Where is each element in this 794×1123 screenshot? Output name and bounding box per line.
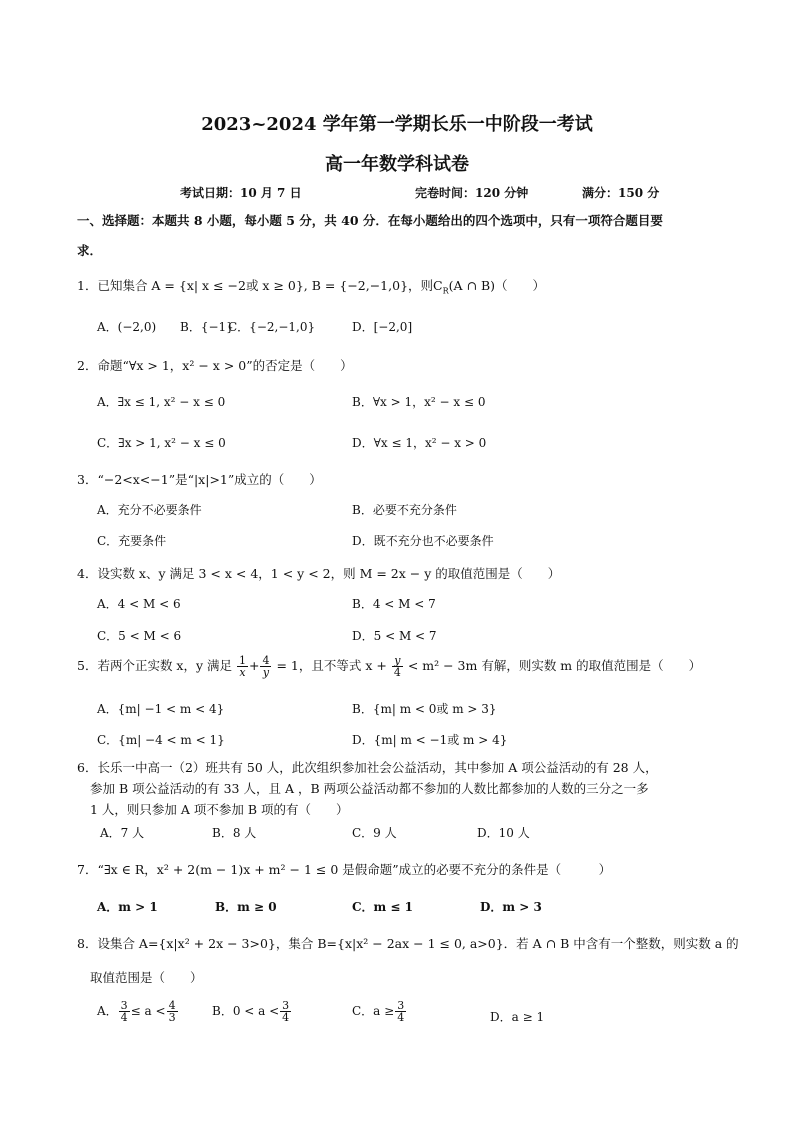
question-1-stem-subscript: R: [442, 286, 449, 296]
exam-subtitle: 高一年数学科试卷: [325, 154, 469, 175]
question-4-option-d: D．5 < M < 7: [352, 629, 437, 643]
question-8-option-d: D．a ≥ 1: [490, 1010, 545, 1024]
question-7-option-c: C．m ≤ 1: [352, 900, 414, 914]
question-5-fraction-3: [392, 655, 403, 678]
question-6-option-c: C．9 人: [352, 826, 397, 840]
question-7-option-b: B．m ≥ 0: [215, 900, 277, 914]
question-6-line1: 6．长乐一中高一（2）班共有 50 人，此次组织参加社会公益活动，其中参加 A 项公益活动的有 28 人，: [77, 760, 658, 775]
fraction-numerator: 3: [120, 999, 128, 1012]
question-3-option-c: C．充要条件: [97, 534, 167, 548]
section-heading-line2: 求．: [77, 243, 103, 258]
question-1-option-d: D．[−2,0]: [352, 320, 413, 334]
fraction-denominator: x: [239, 666, 246, 679]
question-5-option-b: B．{m| m < 0或 m > 3}: [352, 702, 497, 716]
fraction-numerator: 3: [282, 999, 290, 1012]
question-5-option-a: A．{m| −1 < m < 4}: [97, 702, 225, 716]
question-2-option-a: A．∃x ≤ 1, x² − x ≤ 0: [97, 395, 226, 409]
question-1-option-c: C．{−2,−1,0}: [228, 320, 316, 334]
option-a-mid: ≤ a <: [130, 1004, 166, 1018]
question-5-option-c: C．{m| −4 < m < 1}: [97, 733, 225, 747]
question-1-option-b: B．{−1}: [180, 320, 234, 334]
fraction-denominator: 4: [282, 1011, 290, 1024]
question-7-option-d: D．m > 3: [480, 900, 542, 914]
question-2-option-b: B．∀x > 1，x² − x ≤ 0: [352, 395, 486, 409]
fraction-denominator: 4: [120, 1011, 128, 1024]
question-5-fraction-1: [237, 655, 248, 678]
question-7-option-a: A．m > 1: [97, 900, 158, 914]
question-8-option-a: [97, 1000, 179, 1023]
fraction-numerator: 3: [397, 999, 405, 1012]
option-b-fraction: [280, 1000, 291, 1023]
option-b-prefix: B．0 < a <: [212, 1004, 280, 1018]
question-3-option-d: D．既不充分也不必要条件: [352, 534, 494, 548]
fraction-numerator: 4: [262, 654, 270, 667]
question-8-line2: 取值范围是（ ）: [90, 970, 203, 985]
question-6-option-a: A．7 人: [100, 826, 145, 840]
fraction-denominator: y: [262, 666, 270, 679]
option-a-prefix: A．: [97, 1004, 118, 1018]
question-8-option-c: [352, 1000, 407, 1023]
question-1-stem: [77, 276, 545, 296]
question-4-option-b: B．4 < M < 7: [352, 597, 436, 611]
question-5-stem-end: < m² − 3m 有解，则实数 m 的取值范围是（ ）: [407, 658, 702, 673]
question-3-stem: 3．“−2<x<−1”是“|x|>1”成立的（ ）: [77, 472, 322, 487]
fraction-denominator: 4: [393, 666, 401, 679]
question-5-stem-pre: 5．若两个正实数 x，y 满足: [77, 658, 233, 673]
exam-full-score: 满分：150 分: [582, 186, 660, 200]
question-1-stem-end: (A ∩ B)（ ）: [448, 278, 546, 293]
question-8-option-b: [212, 1000, 292, 1023]
question-4-option-a: A．4 < M < 6: [97, 597, 181, 611]
question-6-option-d: D．10 人: [477, 826, 530, 840]
exam-date: 考试日期：10 月 7 日: [180, 186, 302, 200]
question-2-option-c: C．∃x > 1, x² − x ≤ 0: [97, 436, 226, 450]
fraction-numerator: 4: [168, 999, 176, 1012]
question-4-option-c: C．5 < M < 6: [97, 629, 182, 643]
option-a-fraction-1: [119, 1000, 130, 1023]
question-1-stem-text: 1．已知集合 A = {x| x ≤ −2或 x ≥ 0}, B = {−2,−1,0}，则C: [77, 278, 443, 293]
question-3-option-a: A．充分不必要条件: [97, 503, 202, 517]
section-heading-line1: 一、选择题：本题共 8 小题，每小题 5 分，共 40 分．在每小题给出的四个选项中，只有一项符合题目要: [77, 213, 663, 228]
option-c-fraction: [395, 1000, 406, 1023]
question-3-option-b: B．必要不充分条件: [352, 503, 457, 517]
fraction-numerator: 1: [239, 654, 246, 667]
question-7-stem: 7．“∃x ∈ R，x² + 2(m − 1)x + m² − 1 ≤ 0 是假命题”成立的必要不充分的条件是（ ）: [77, 862, 612, 877]
question-6-option-b: B．8 人: [212, 826, 257, 840]
fraction-denominator: 3: [168, 1011, 176, 1024]
option-c-prefix: C．a ≥: [352, 1004, 395, 1018]
fraction-numerator: y: [392, 655, 403, 667]
question-8-line1: 8．设集合 A={x|x² + 2x − 3>0}，集合 B={x|x² − 2ax − 1 ≤ 0, a>0}．若 A ∩ B 中含有一个整数，则实数 a 的: [77, 936, 739, 951]
question-5-option-d: D．{m| m < −1或 m > 4}: [352, 733, 508, 747]
exam-duration: 完卷时间：120 分钟: [415, 186, 529, 200]
question-2-stem: 2．命题“∀x > 1，x² − x > 0”的否定是（ ）: [77, 358, 353, 373]
question-2-option-d: D．∀x ≤ 1，x² − x > 0: [352, 436, 487, 450]
question-6-line2: 参加 B 项公益活动的有 33 人，且 A ，B 两项公益活动都不参加的人数比都参加的人数的三分之一多: [90, 781, 649, 796]
exam-title: 2023~2024 学年第一学期长乐一中阶段一考试: [201, 114, 593, 135]
question-5-stem: 5．若两个正实数 x，y 满足 $\frac{1}{x}$ + $\frac{4}{y}$ = 1，且不等式 x + $\frac{y}{4}$ < m² − 3m 有解，则实数 m 的取值范围是（ ）: [77, 654, 702, 679]
question-5-stem-mid: = 1，且不等式 x +: [276, 658, 387, 673]
question-1-option-a: A．(−2,0): [97, 320, 157, 334]
question-5-fraction-2: [260, 655, 271, 678]
fraction-denominator: 4: [397, 1011, 405, 1024]
option-a-fraction-2: [167, 1000, 178, 1023]
question-4-stem: 4．设实数 x、y 满足 3 < x < 4，1 < y < 2，则 M = 2x − y 的取值范围是（ ）: [77, 566, 561, 581]
question-6-line3: 1 人，则只参加 A 项不参加 B 项的有（ ）: [90, 802, 349, 817]
